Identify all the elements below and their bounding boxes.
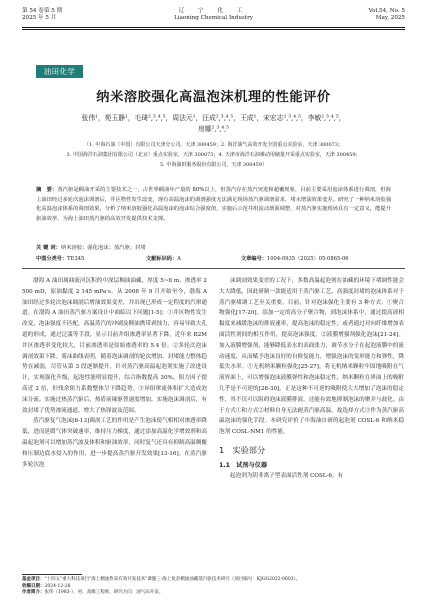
affiliation-line: 5. 中海油田服务股份有限公司，天津 300459）: [159, 162, 268, 168]
received-date: 2024-12-28: [44, 583, 71, 589]
body-paragraph: 渤海 A 油田属曲流河沉积的中深层稠油油藏，厚度 5~8 m，渗透率 2 500 mD，原油黏度 2 145 mPa·s。从 2008 年 9 月开始至今，渤海 A 油田经过多轮次泡沫调剖后增油效果变差，并出现已形成一定程度的汽窜通道。在渤海 A 油田蒸汽驱方案设计中面临以下问题[1-5]：①井区物性发生改变，泡沫强度不匹配。高温蒸汽的冲刷及稠油携带剥蚀力，容易导致大孔道的形成，通过泛滥等手段，显示目前井组渗透率显著下降，近年来 B2M 井区渗透率变化较大，目前渗透率是原始渗透率的 5.4 倍。②多轮次泡沫调剖效果下降。雾沫曲线表明，随着泡沫调剖的轮次增加，封堵能力整体趋势在减弱，尽管从第 3 段逐渐提升，针对蒸汽驱高温起泡剂实施了改进设计，实现强化升级，起泡性能明显提升，综合指数提高 30%，阻力因子提高近 2 倍，但残余阻力系数整体呈下降趋势。③异组窜流体积扩大造成泡沫分流。实施过热蒸汽驱后，热盾前缘驱替速度增加，实施泡沫调剖后，有效封堵了优势渗流通道，增大了热锋波及范围。: [22, 278, 207, 414]
left-column: [22, 276, 207, 470]
issue-date: 2025 年 5 月: [22, 15, 57, 21]
footnote-rule: [22, 574, 82, 575]
affiliation-line: 3. 中国海洋石油集团有限公司（北京）重点实验室，天津 300073；4. 天津市海洋石油难动用储量开采重点实验室，天津 300459；: [66, 152, 361, 158]
article-label: 文章编号：: [241, 256, 267, 262]
author-line: 房娜²,³,⁴,⁵: [198, 125, 229, 133]
divider: [22, 268, 405, 269]
doc-label: 文献标识码：: [146, 256, 178, 262]
fund-text: "十四五"重大科技项目"海上稠油热采有效开发技术"课题三-海上复杂稠油油藏蒸汽驱技术研究（项目编号：KJGG2022-0603）。: [44, 577, 301, 582]
section-heading: 1 实验部分: [219, 444, 266, 455]
clc-label: 中图分类号：: [36, 256, 68, 262]
header-rule: [22, 27, 405, 28]
keywords-text: 纳米溶胶；强化泡沫；蒸汽驱；封堵: [60, 245, 146, 251]
author-bio: 张伟（1983-），男，高级工程师，研究方向：油气田开发。: [44, 590, 164, 596]
fund-label: 基金项目：: [22, 577, 45, 582]
subsection-heading: 1.1 试剂与仪器: [219, 461, 268, 469]
paper-title: 纳米溶胶强化高温泡沫机理的性能评价: [96, 90, 331, 105]
footnotes: [22, 577, 405, 597]
doc-value: A: [177, 256, 181, 262]
clc-value: TE345: [67, 256, 85, 262]
body-paragraph: 起泡剂为阴非离子型表面活性剂 COSL-6，有: [230, 472, 344, 479]
received-label: 收稿日期：: [22, 583, 45, 589]
doc-code: [146, 254, 181, 264]
affiliation-line: （1. 中海石油（中国）有限公司天津分公司，天津 300459；2. 海洋油气高效开发全国重点实验室，天津 300073；: [83, 142, 344, 148]
journal-title-cn: 辽 宁 化 工: [178, 8, 249, 14]
journal-title-en: Liaoning Chemical Industry: [174, 15, 253, 21]
clc-number: [36, 254, 84, 264]
keywords-label: 关 键 词：: [36, 245, 61, 251]
article-value: 1004-0935（2025）05-0865-06: [266, 256, 349, 262]
header-rule-thin: [22, 29, 405, 30]
volume-issue-en: Vol.54, No. 5: [368, 8, 405, 14]
volume-issue: 第 54 卷第 5 期: [22, 8, 63, 14]
abstract-text: 蒸汽驱是稠油开采的主要技术之一，占世界稠油年产量的 80%以上，但蒸汽存在蒸汽突进和超覆现象，目前主要采用泡沫体系进行调剖，但海上油田经过多轮次泡沫调剖后，井区物性发生改变，现有高温泡沫的调剖强度无法满足现场蒸汽驱调剖需求，堵水增油效果变差。研究了一种纳米溶胶强化高温泡沫体系的调剖效果，分析了纳米溶胶强化高温泡沫的泡沫综合强度值，实施后示范井组流动剖面调整，对蒸汽驱实施现场具有一定意义，能提升驱油效率，为海上油田蒸汽驱的高效开发提供技术支撑。: [36, 187, 391, 222]
issue-date-en: May, 2025: [375, 15, 405, 21]
article-number: [241, 254, 349, 264]
abstract: [36, 186, 391, 224]
body-paragraph: 蒸汽驱复气泡沫[6-13]调剖工艺的作用是产生泡沫使气相相对渗透率降低，进而延缓气体突破速率，维持压力梯度，通过添加高温化学增效剂和高温起泡剂可以增加蒸汽波及体积和驱油效率，同时复气还具有抑制高温稠覆和压制边底水侵入的作用，进一步提高蒸汽驱开发效果[13-16]。在蒸汽驱多轮次泡: [22, 418, 207, 468]
section-tag: 油田化学: [36, 65, 83, 78]
keywords: [36, 244, 391, 254]
affiliations: [32, 140, 395, 170]
author-footnote: [22, 590, 405, 597]
author-list: [40, 113, 387, 135]
fund-footnote: [22, 577, 405, 584]
right-column: [219, 276, 404, 482]
author-bio-label: 作者简介：: [22, 590, 45, 596]
body-paragraph: 沫调剖效果变差的工况下，多数高温起泡剂在油藏的环境下堵调性能会大大降低，因此研制一款能适用于蒸汽驱工艺、高强度封堵的泡沫体系对于蒸汽驱堵调工艺至关重要。目前，针对泡沫强化主要有 3 种方式：①聚合物强化[17-20]。添加一定的高分子聚合物，到泡沫体系中，通过提高液相黏度来减缓泡沫的排液速率，提高泡沫的稳定性；或者通过对向纤维增加表面活性剂间的相互作用，提高泡沫强度。②液膜增强剂强化泡沫[21-24]。加入液膜增强剂，能够降低表水的表面张力，调节水分子在起泡液膜中的流动速度，从而赋予泡沫良好的自修复能力，增强泡沫的变形能力和弹性，降低失水率。③无机纳米颗粒强化[25-27]。将无机纳米颗粒牢固地吸附在气液界面上，可以增强泡沫液膜弹性和泡沫稳定性，纳米颗粒在界面上的吸附几乎是不可逆的[28-30]。正是这种不可逆的吸附使大大增加了泡沫的稳定性，其不仅可以阻碍泡沫液膜排液，还能有效地抑制泡沫的聚并与歧化。由于方式①和方式②材料自身无法耐蒸汽驱高温，故选择方式③作为蒸汽驱高温泡沫的强化手段。本研究评价了中海油自研的起泡剂 COSL-6 和纳米稳泡剂 COSL-NM1 的性能。: [219, 278, 404, 436]
author-line: 张伟¹，苑玉静¹，毛琦²,³,⁴,⁵，周法元¹，汪成²,³,⁴,⁵，王成¹，宋宏志²,³,⁴,⁵，李敏²,³,⁴,⁵，: [81, 114, 346, 122]
classification-line: [36, 254, 391, 264]
abstract-label: 摘 要：: [36, 187, 58, 193]
